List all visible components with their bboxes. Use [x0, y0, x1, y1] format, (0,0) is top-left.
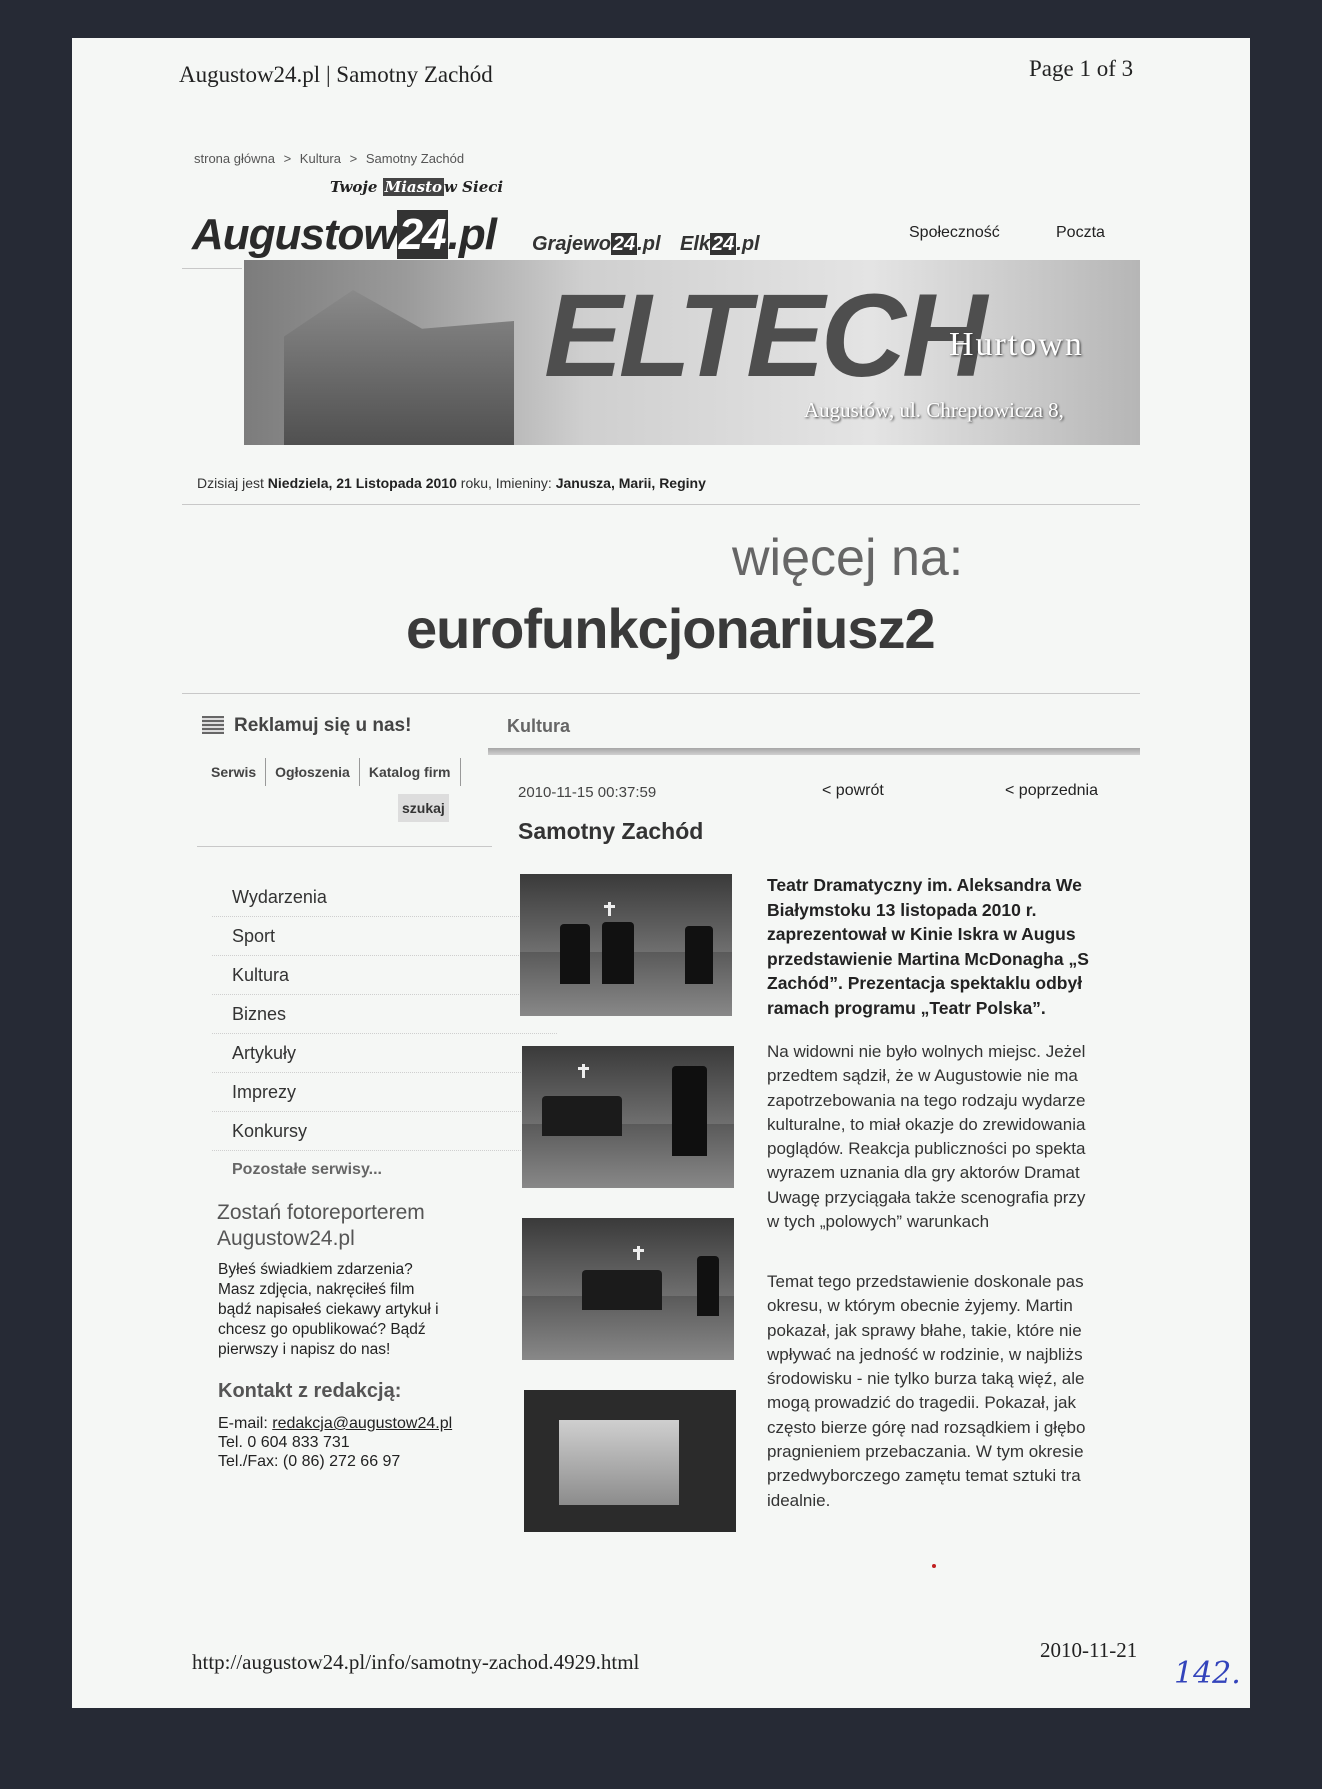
breadcrumb-separator: >	[283, 151, 292, 166]
banner-address: Augustów, ul. Chreptowicza 8,	[804, 398, 1064, 422]
photo-reporter-line: bądź napisałeś ciekawy artykuł i	[218, 1301, 439, 1318]
paragraph-line: kulturalne, to miał okazje do zrewidowania	[767, 1114, 1086, 1134]
breadcrumb-home[interactable]: strona główna	[194, 151, 275, 166]
lead-line: Białymstoku 13 listopada 2010 r.	[767, 899, 1037, 920]
breadcrumb	[194, 151, 464, 166]
spolecznosc-link[interactable]: Społeczność	[909, 224, 1000, 241]
lead-line: przedstawienie Martina McDonagha „S	[767, 948, 1089, 969]
more-services-link[interactable]: Pozostałe serwisy...	[232, 1161, 382, 1178]
banner-subtitle: Hurtown	[949, 326, 1084, 363]
footer-url: http://augustow24.pl/info/samotny-zachod.4929.html	[192, 1650, 640, 1674]
advertising-banner[interactable]	[244, 260, 1140, 445]
sidebar-tabs	[202, 758, 461, 786]
lead-line: Teatr Dramatyczny im. Aleksandra We	[767, 875, 1082, 895]
current-date: Niedziela, 21 Listopada 2010	[267, 475, 457, 491]
print-page-title: Augustow24.pl | Samotny Zachód	[179, 62, 493, 87]
tab-ogloszenia[interactable]: Ogłoszenia	[266, 758, 360, 786]
paragraph-line: przedtem sądził, że w Augustowie nie ma	[767, 1066, 1078, 1086]
sidebar-item-wydarzenia[interactable]: Wydarzenia	[212, 878, 557, 917]
name-days: Janusza, Marii, Reginy	[555, 475, 706, 491]
article-paragraph-1	[767, 1040, 1147, 1234]
promo-line-2: eurofunkcjonariusz2	[406, 597, 935, 660]
sidebar-item-imprezy[interactable]: Imprezy	[212, 1073, 557, 1112]
sidebar-item-sport[interactable]: Sport	[212, 917, 557, 956]
paragraph-line: zapotrzebowania na tego rodzaju wydarze	[767, 1090, 1086, 1110]
elk-logo[interactable]	[680, 233, 760, 256]
paragraph-line: wpływać na jedność w rodzinie, w najbliżs	[767, 1344, 1083, 1364]
section-bar	[488, 748, 1140, 755]
advertise-link[interactable]	[202, 715, 411, 737]
sidebar-menu	[212, 878, 557, 1179]
breadcrumb-current: Samotny Zachód	[365, 151, 465, 166]
paragraph-line: mogą prowadzić do tragedii. Pokazał, jak	[767, 1393, 1076, 1413]
grajewo-logo[interactable]	[532, 233, 661, 256]
paragraph-line: Temat tego przedstawienie doskonale pas	[767, 1272, 1084, 1291]
site-tagline	[330, 178, 503, 196]
tagline-box: Miasto	[384, 178, 443, 196]
printed-page	[72, 38, 1250, 1708]
banner-brand: ELTECH	[544, 270, 984, 402]
paragraph-line: idealnie.	[767, 1490, 831, 1510]
poczta-link[interactable]: Poczta	[1056, 224, 1105, 241]
paragraph-line: środowisku - nie tylko burza taką więź, ale	[767, 1369, 1085, 1389]
ink-dot	[932, 1564, 936, 1568]
article-photo-1[interactable]	[520, 874, 732, 1016]
contact-title: Kontakt z redakcją:	[218, 1380, 402, 1402]
paragraph-line: często bierze górę nad rozsądkiem i głębo	[767, 1417, 1086, 1437]
article-photo-4[interactable]	[524, 1390, 736, 1532]
previous-link[interactable]: < poprzednia	[1005, 782, 1098, 799]
sidebar-item-konkursy[interactable]: Konkursy	[212, 1112, 557, 1151]
paragraph-line: Uwagę przyciągała także scenografia przy	[767, 1187, 1086, 1207]
photo-reporter-text	[218, 1260, 493, 1360]
paragraph-line: poglądów. Reakcja publiczności po spekta	[767, 1139, 1086, 1159]
search-button[interactable]: szukaj	[398, 794, 449, 822]
date-prefix: Dzisiaj jest	[197, 475, 268, 491]
date-mid: roku, Imieniny:	[456, 475, 556, 491]
paragraph-line: Na widowni nie było wolnych miejsc. Jeżel	[767, 1042, 1086, 1061]
paragraph-line: pragnieniem przebaczania. W tym okresie	[767, 1442, 1084, 1462]
email-label: E-mail:	[218, 1415, 273, 1432]
phone-number: Tel. 0 604 833 731	[218, 1434, 350, 1451]
photo-reporter-line: chcesz go opublikować? Bądź	[218, 1321, 426, 1338]
email-link[interactable]: redakcja@augustow24.pl	[272, 1415, 453, 1432]
tab-katalog-firm[interactable]: Katalog firm	[360, 758, 461, 786]
article-date: 2010-11-15 00:37:59	[518, 784, 657, 801]
advertise-label: Reklamuj się u nas!	[234, 715, 412, 736]
photo-reporter-line: pierwszy i napisz do nas!	[218, 1341, 391, 1358]
elk-text: .pl	[736, 233, 760, 255]
sidebar-item-kultura[interactable]: Kultura	[212, 956, 557, 995]
paragraph-line: pokazał, jak sprawy błahe, takie, które nie	[767, 1320, 1082, 1340]
tagline-part: Twoje	[330, 178, 383, 196]
lead-line: Zachód”. Prezentacja spektaklu odbył	[767, 973, 1083, 993]
photo-reporter-title-line: Zostań fotoreporterem	[217, 1201, 425, 1224]
date-line	[197, 475, 706, 491]
photo-reporter-line: Masz zdjęcia, nakręciłeś film	[218, 1281, 415, 1298]
article-lead	[767, 873, 1147, 1020]
logo-text: .pl	[447, 210, 496, 259]
section-heading: Kultura	[507, 716, 570, 736]
site-logo[interactable]	[192, 210, 496, 260]
photo-reporter-title	[217, 1200, 425, 1252]
paragraph-line: w tych „polowych” warunkach	[767, 1212, 990, 1232]
photo-reporter-line: Byłeś świadkiem zdarzenia?	[218, 1261, 413, 1278]
elk-box: 24	[712, 233, 735, 255]
tab-serwis[interactable]: Serwis	[202, 758, 266, 786]
print-page-number: Page 1 of 3	[1029, 56, 1134, 81]
breadcrumb-kultura[interactable]: Kultura	[299, 151, 341, 166]
article-photo-2[interactable]	[522, 1046, 734, 1188]
footer-date: 2010-11-21	[1040, 1638, 1138, 1662]
flag-icon	[202, 716, 224, 734]
paragraph-line: okresu, w którym obecnie żyjemy. Martin	[767, 1296, 1073, 1316]
logo-text: Augustow	[192, 210, 397, 259]
paragraph-line: wyrazem uznania dla gry aktorów Dramat	[767, 1163, 1080, 1183]
grajewo-text: Grajewo	[532, 233, 611, 255]
grajewo-text: .pl	[637, 233, 661, 255]
fax-number: Tel./Fax: (0 86) 272 66 97	[218, 1453, 401, 1470]
paragraph-line: przedwyborczego zamętu temat sztuki tra	[767, 1466, 1081, 1486]
sidebar-item-artykuly[interactable]: Artykuły	[212, 1034, 557, 1073]
article-paragraph-2	[767, 1270, 1147, 1513]
back-link[interactable]: < powrót	[822, 782, 884, 799]
contact-details	[218, 1414, 452, 1471]
tagline-part: w Sieci	[444, 178, 504, 196]
photo-reporter-title-line: Augustow24.pl	[217, 1227, 355, 1250]
breadcrumb-separator: >	[349, 151, 358, 166]
promo-line-1: więcej na:	[732, 529, 964, 587]
elk-text: Elk	[680, 233, 711, 255]
handwritten-page-number: 142.	[1174, 1656, 1241, 1691]
lead-line: ramach programu „Teatr Polska”.	[767, 997, 1046, 1018]
sidebar-item-biznes[interactable]: Biznes	[212, 995, 557, 1034]
article-title: Samotny Zachód	[518, 818, 704, 844]
article-photo-3[interactable]	[522, 1218, 734, 1360]
lead-line: zaprezentował w Kinie Iskra w Augus	[767, 924, 1076, 944]
banner-house-image	[284, 290, 514, 445]
grajewo-box: 24	[612, 233, 636, 255]
logo-box: 24	[398, 210, 446, 259]
